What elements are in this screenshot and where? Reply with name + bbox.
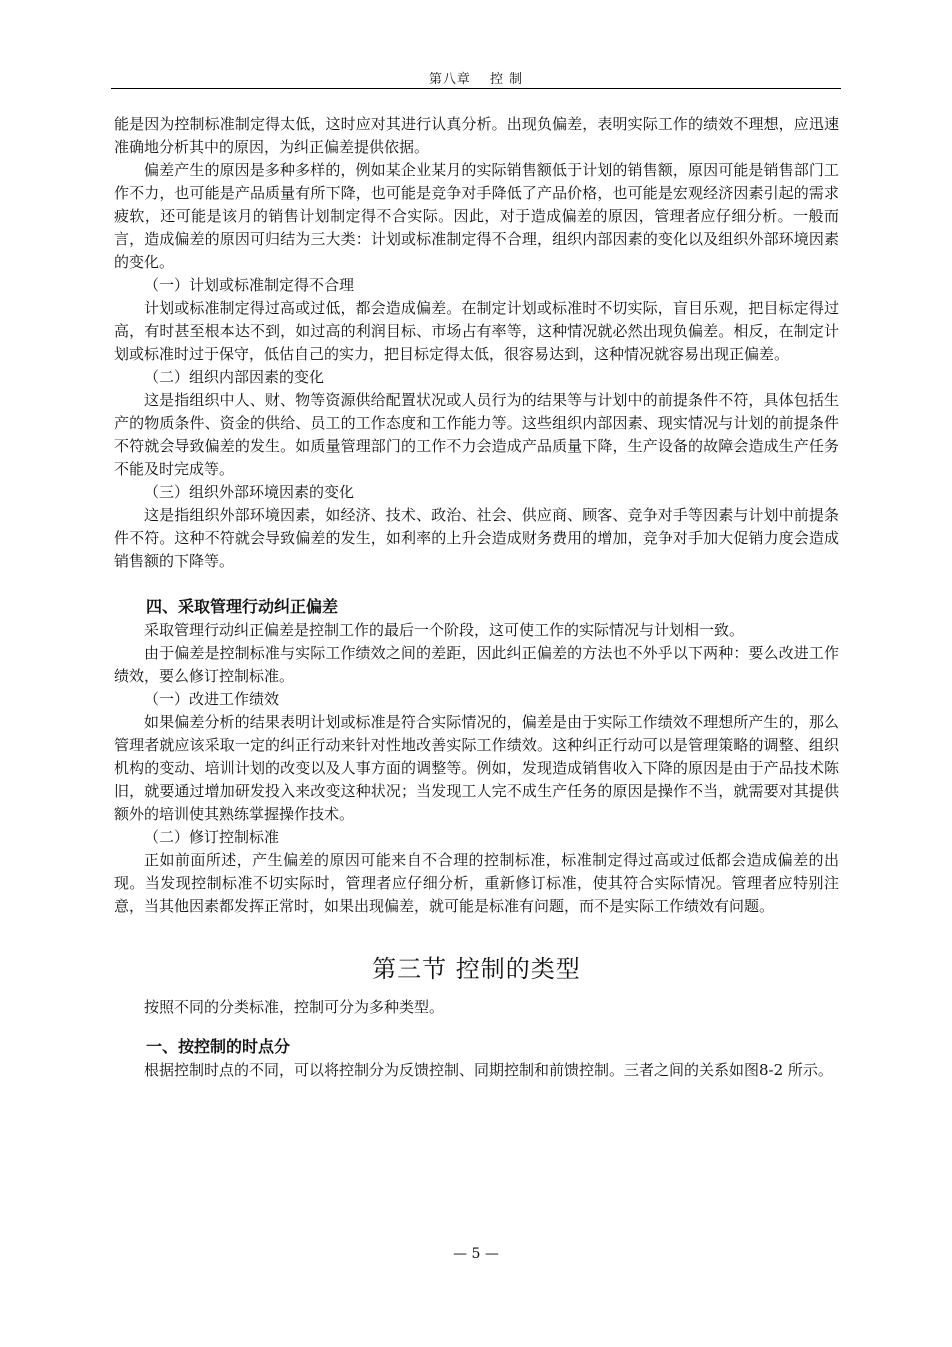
paragraph: 如果偏差分析的结果表明计划或标准是符合实际情况的，偏差是由于实际工作绩效不理想所产生的，那么管理者就应该采取一定的纠正行动来针对性地改善实际工作绩效。这种纠正行动可以是管理策略的调整、组织机构的变动、培训计划的改变以及人事方面的调整等。例如，发现造成销售收入下降的原因是由于产品技术陈旧，就要通过增加研发投入来改变这种状况；当发现工人完不成生产任务的原因是操作不当，就需要对其提供额外的培训使其熟练掌握操作技术。	[114, 713, 839, 823]
paragraph: 能是因为控制标准制定得太低，这时应对其进行认真分析。出现负偏差，表明实际工作的绩效不理想，应迅速准确地分析其中的原因，为纠正偏差提供依据。	[114, 115, 839, 156]
running-header: 第八章 控 制	[428, 72, 524, 87]
chapter-section-title: 第三节 控制的类型	[372, 955, 581, 983]
subheading: （一）改进工作绩效	[144, 690, 280, 708]
subheading: （三）组织外部环境因素的变化	[144, 483, 355, 501]
header-rule	[111, 88, 841, 89]
paragraph: 正如前面所述，产生偏差的原因可能来自不合理的控制标准，标准制定得过高或过低都会造成偏差的出现。当发现控制标准不切实际时，管理者应仔细分析，重新修订标准，使其符合实际情况。管理者应特别注意，当其他因素都发挥正常时，如果出现偏差，就可能是标准有问题，而不是实际工作绩效有问题。	[114, 851, 839, 915]
subheading: （一）计划或标准制定得不合理	[144, 276, 355, 294]
subheading: （二）组织内部因素的变化	[144, 368, 325, 386]
paragraph: 偏差产生的原因是多种多样的，例如某企业某月的实际销售额低于计划的销售额，原因可能是销售部门工作不力，也可能是产品质量有所下降，也可能是竞争对手降低了产品价格，也可能是宏观经济因素引起的需求疲软，还可能是该月的销售计划制定得不合实际。因此，对于造成偏差的原因，管理者应仔细分析。一般而言，造成偏差的原因可归结为三大类：计划或标准制定得不合理，组织内部因素的变化以及组织外部环境因素的变化。	[114, 161, 839, 271]
paragraph: 根据控制时点的不同，可以将控制分为反馈控制、同期控制和前馈控制。三者之间的关系如图8-2 所示。	[144, 1061, 833, 1079]
section-heading: 一、按控制的时点分	[146, 1037, 291, 1056]
paragraph: 计划或标准制定得过高或过低，都会造成偏差。在制定计划或标准时不切实际，盲目乐观，把目标定得过高，有时甚至根本达不到，如过高的利润目标、市场占有率等，这种情况就必然出现负偏差。相反，在制定计划或标准时过于保守，低估自己的实力，把目标定得太低，很容易达到，这种情况就容易出现正偏差。	[114, 299, 839, 363]
section-heading: 四、采取管理行动纠正偏差	[146, 597, 339, 616]
page-number: — 5 —	[453, 1246, 499, 1262]
subheading: （二）修订控制标准	[144, 828, 280, 846]
paragraph: 这是指组织中人、财、物等资源供给配置状况或人员行为的结果等与计划中的前提条件不符，具体包括生产的物质条件、资金的供给、员工的工作态度和工作能力等。这些组织内部因素、现实情况与计划的前提条件不符就会导致偏差的发生。如质量管理部门的工作不力会造成产品质量下降，生产设备的故障会造成生产任务不能及时完成等。	[114, 391, 839, 478]
paragraph: 由于偏差是控制标准与实际工作绩效之间的差距，因此纠正偏差的方法也不外乎以下两种：要么改进工作绩效，要么修订控制标准。	[114, 644, 839, 685]
page-body	[114, 113, 839, 1082]
paragraph: 采取管理行动纠正偏差是控制工作的最后一个阶段，这可使工作的实际情况与计划相一致。	[144, 621, 745, 639]
paragraph: 按照不同的分类标准，控制可分为多种类型。	[144, 998, 445, 1016]
paragraph: 这是指组织外部环境因素，如经济、技术、政治、社会、供应商、顾客、竞争对手等因素与计划中前提条件不符。这种不符就会导致偏差的发生，如利率的上升会造成财务费用的增加，竞争对手加大促销力度会造成销售额的下降等。	[114, 506, 839, 570]
